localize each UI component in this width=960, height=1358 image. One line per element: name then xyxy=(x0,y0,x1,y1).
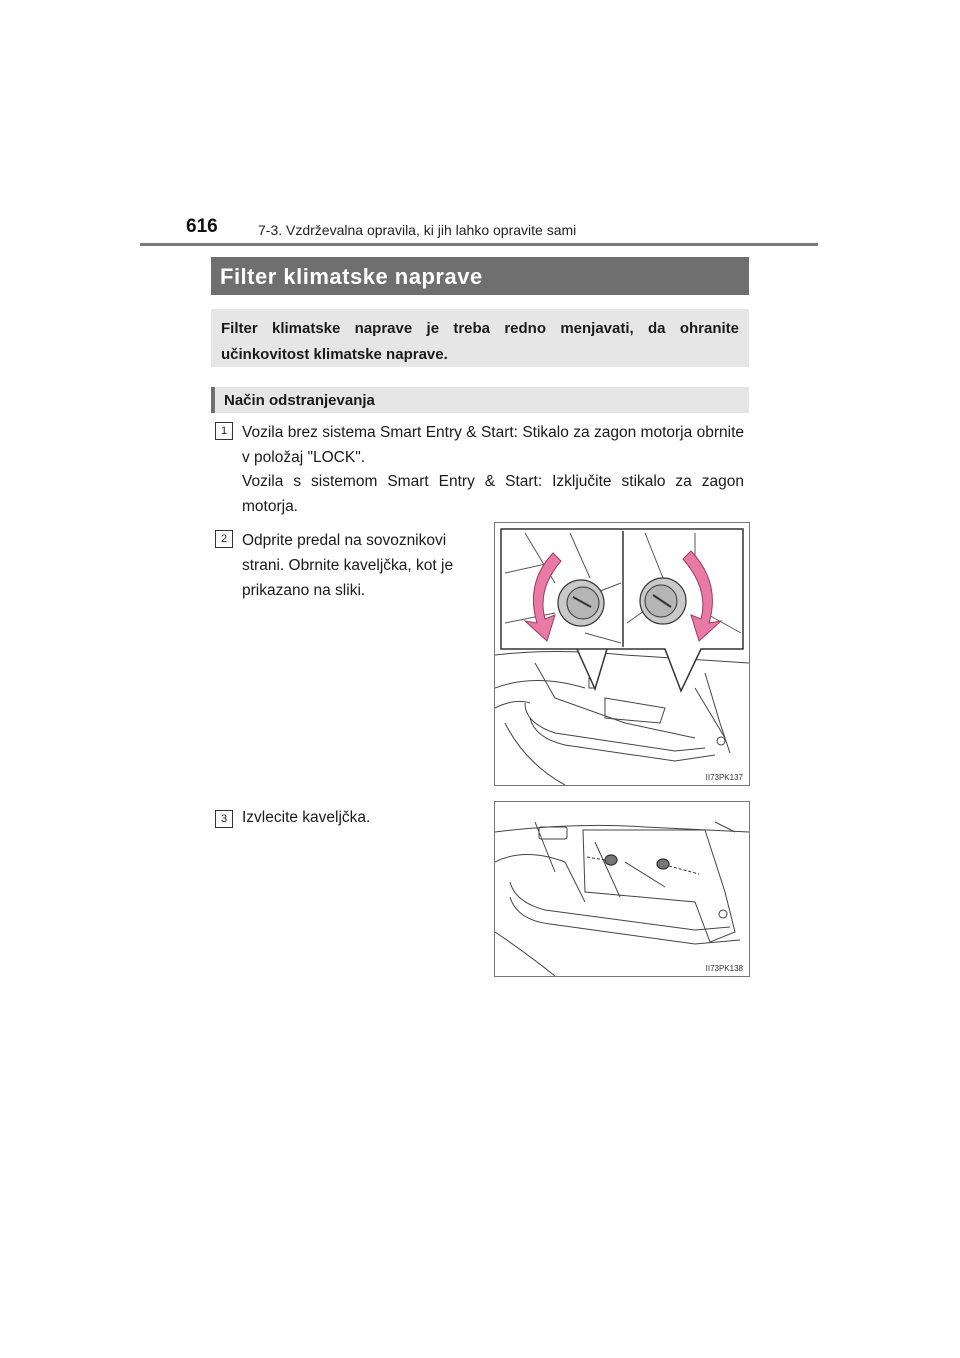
sub-heading-text: Način odstranjevanja xyxy=(224,392,375,409)
figure-glovebox-pull-hooks xyxy=(494,801,750,977)
step-text: Izvlecite kaveljčka. xyxy=(242,809,371,826)
step-text: Vozila brez sistema Smart Entry & Start: Stikalo za zagon motorja obrnite v položaj "LOCK". xyxy=(242,424,744,466)
step-number: 1 xyxy=(215,422,233,440)
section-title: 7-3. Vzdrževalna opravila, ki jih lahko opravite sami xyxy=(258,222,577,238)
glovebox-illustration xyxy=(495,802,749,976)
glovebox-illustration xyxy=(495,523,749,785)
main-heading-text: Filter klimatske naprave xyxy=(220,264,483,289)
hook-right xyxy=(657,859,669,869)
page-number: 616 xyxy=(186,216,218,237)
step-number: 2 xyxy=(215,530,233,548)
figure-code: II73PK138 xyxy=(705,964,743,973)
hook-left xyxy=(605,855,617,865)
figure-glovebox-turn-hooks xyxy=(494,522,750,786)
sub-heading-bar xyxy=(211,387,215,413)
step-text: Vozila s sistemom Smart Entry & Start: Izključite stikalo za zagon motorja. xyxy=(242,473,744,515)
step-text: Odprite predal na sovoznikovi strani. Obrnite kaveljčka, kot je prikazano na sliki. xyxy=(242,532,454,599)
figure-code: II73PK137 xyxy=(705,773,743,782)
step-number: 3 xyxy=(215,810,233,828)
header-rule xyxy=(140,243,818,246)
intro-box xyxy=(211,309,749,367)
sub-heading xyxy=(211,387,749,413)
main-heading xyxy=(211,257,749,295)
intro-text: Filter klimatske naprave je treba redno menjavati, da ohranite učinkovitost klimatske naprave. xyxy=(221,320,739,363)
